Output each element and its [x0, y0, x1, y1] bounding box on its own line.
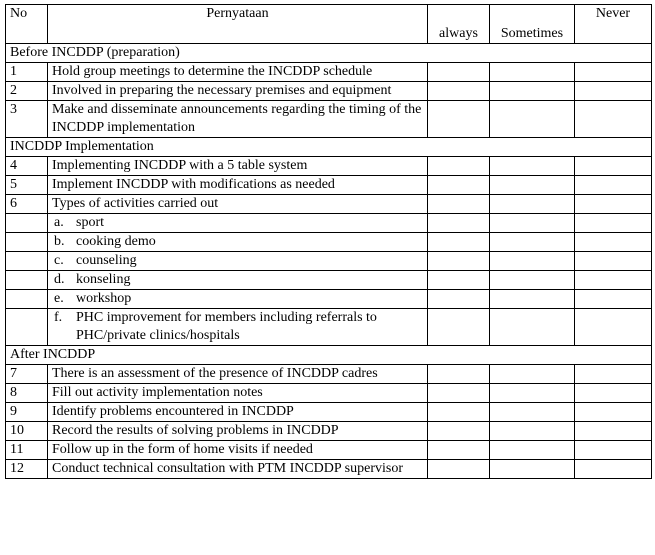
- section-row: [6, 44, 652, 63]
- questionnaire-table: [5, 4, 652, 479]
- table-row: [6, 441, 652, 460]
- always-cell[interactable]: [428, 422, 490, 441]
- table-row: [6, 63, 652, 82]
- table-row: [6, 157, 652, 176]
- sub-row: [6, 233, 652, 252]
- row-number: 2: [6, 82, 48, 101]
- section-title: Before INCDDP (preparation): [6, 44, 652, 63]
- table-row: [6, 82, 652, 101]
- sometimes-cell[interactable]: [490, 384, 575, 403]
- never-cell[interactable]: [575, 157, 652, 176]
- sub-row: [6, 252, 652, 271]
- always-cell[interactable]: [428, 252, 490, 271]
- always-cell[interactable]: [428, 365, 490, 384]
- table-row: [6, 403, 652, 422]
- row-number: 10: [6, 422, 48, 441]
- always-cell[interactable]: [428, 309, 490, 346]
- never-cell[interactable]: [575, 441, 652, 460]
- sub-statement: [48, 214, 428, 233]
- row-number: 12: [6, 460, 48, 479]
- sub-text: PHC improvement for members including referrals to PHC/private clinics/hospitals: [76, 310, 377, 343]
- row-number: 6: [6, 195, 48, 214]
- header-no: No: [6, 5, 48, 44]
- empty-number-cell: [6, 271, 48, 290]
- sometimes-cell[interactable]: [490, 441, 575, 460]
- sub-statement: [48, 252, 428, 271]
- sub-text: konseling: [76, 272, 131, 287]
- empty-number-cell: [6, 233, 48, 252]
- sometimes-cell[interactable]: [490, 195, 575, 214]
- row-number: 7: [6, 365, 48, 384]
- always-cell[interactable]: [428, 271, 490, 290]
- section-title: INCDDP Implementation: [6, 138, 652, 157]
- header-statement: Pernyataan: [48, 5, 428, 44]
- row-statement: Hold group meetings to determine the INCDDP schedule: [48, 63, 428, 82]
- sub-statement: [48, 271, 428, 290]
- table-row: [6, 384, 652, 403]
- sub-letter: d.: [54, 272, 65, 287]
- never-cell[interactable]: [575, 365, 652, 384]
- never-cell[interactable]: [575, 252, 652, 271]
- empty-number-cell: [6, 309, 48, 346]
- sub-statement: [48, 233, 428, 252]
- section-row: [6, 138, 652, 157]
- never-cell[interactable]: [575, 460, 652, 479]
- never-cell[interactable]: [575, 309, 652, 346]
- row-statement: Identify problems encountered in INCDDP: [48, 403, 428, 422]
- sometimes-cell[interactable]: [490, 101, 575, 138]
- row-statement: Implementing INCDDP with a 5 table system: [48, 157, 428, 176]
- never-cell[interactable]: [575, 271, 652, 290]
- never-cell[interactable]: [575, 384, 652, 403]
- never-cell[interactable]: [575, 290, 652, 309]
- row-number: 3: [6, 101, 48, 138]
- sub-row: [6, 214, 652, 233]
- never-cell[interactable]: [575, 403, 652, 422]
- never-cell[interactable]: [575, 82, 652, 101]
- table-row: [6, 176, 652, 195]
- always-cell[interactable]: [428, 290, 490, 309]
- sometimes-cell[interactable]: [490, 403, 575, 422]
- always-cell[interactable]: [428, 441, 490, 460]
- row-statement: Types of activities carried out: [48, 195, 428, 214]
- table-row: [6, 101, 652, 138]
- sometimes-cell[interactable]: [490, 252, 575, 271]
- table-row: [6, 365, 652, 384]
- sub-statement: [48, 309, 428, 346]
- header-never: Never: [575, 5, 652, 44]
- never-cell[interactable]: [575, 233, 652, 252]
- sub-letter: e.: [54, 291, 64, 306]
- sub-text: sport: [76, 215, 104, 230]
- always-cell[interactable]: [428, 63, 490, 82]
- always-cell[interactable]: [428, 157, 490, 176]
- table-row: [6, 422, 652, 441]
- always-cell[interactable]: [428, 233, 490, 252]
- sometimes-cell[interactable]: [490, 271, 575, 290]
- row-statement: Follow up in the form of home visits if needed: [48, 441, 428, 460]
- row-statement: Conduct technical consultation with PTM INCDDP supervisor: [48, 460, 428, 479]
- sub-row: [6, 271, 652, 290]
- empty-number-cell: [6, 252, 48, 271]
- row-statement: Make and disseminate announcements regarding the timing of the INCDDP implementation: [48, 101, 428, 138]
- empty-number-cell: [6, 214, 48, 233]
- always-cell[interactable]: [428, 214, 490, 233]
- row-number: 1: [6, 63, 48, 82]
- header-row: [6, 5, 652, 44]
- sometimes-cell[interactable]: [490, 365, 575, 384]
- sub-row: [6, 290, 652, 309]
- sub-letter: b.: [54, 234, 65, 249]
- section-title: After INCDDP: [6, 346, 652, 365]
- row-number: 4: [6, 157, 48, 176]
- table-row: [6, 460, 652, 479]
- never-cell[interactable]: [575, 176, 652, 195]
- sub-statement: [48, 290, 428, 309]
- sub-text: cooking demo: [76, 234, 156, 249]
- never-cell[interactable]: [575, 63, 652, 82]
- sometimes-cell[interactable]: [490, 460, 575, 479]
- always-cell[interactable]: [428, 176, 490, 195]
- row-number: 5: [6, 176, 48, 195]
- sub-letter: c.: [54, 253, 64, 268]
- sometimes-cell[interactable]: [490, 233, 575, 252]
- sometimes-cell[interactable]: [490, 309, 575, 346]
- section-row: [6, 346, 652, 365]
- sometimes-cell[interactable]: [490, 214, 575, 233]
- sub-letter: a.: [54, 215, 64, 230]
- row-number: 11: [6, 441, 48, 460]
- always-cell[interactable]: [428, 195, 490, 214]
- sometimes-cell[interactable]: [490, 176, 575, 195]
- row-number: 9: [6, 403, 48, 422]
- never-cell[interactable]: [575, 214, 652, 233]
- always-cell[interactable]: [428, 460, 490, 479]
- empty-number-cell: [6, 290, 48, 309]
- sometimes-cell[interactable]: [490, 63, 575, 82]
- row-statement: There is an assessment of the presence of INCDDP cadres: [48, 365, 428, 384]
- row-statement: Implement INCDDP with modifications as needed: [48, 176, 428, 195]
- row-statement: Record the results of solving problems in INCDDP: [48, 422, 428, 441]
- sub-text: counseling: [76, 253, 137, 268]
- sometimes-cell[interactable]: [490, 157, 575, 176]
- table-row: [6, 195, 652, 214]
- always-cell[interactable]: [428, 384, 490, 403]
- header-sometimes: Sometimes: [490, 5, 575, 44]
- always-cell[interactable]: [428, 82, 490, 101]
- row-number: 8: [6, 384, 48, 403]
- sub-row: [6, 309, 652, 346]
- always-cell[interactable]: [428, 403, 490, 422]
- row-statement: Involved in preparing the necessary premises and equipment: [48, 82, 428, 101]
- row-statement: Fill out activity implementation notes: [48, 384, 428, 403]
- sub-text: workshop: [76, 291, 132, 306]
- header-always: always: [428, 5, 490, 44]
- never-cell[interactable]: [575, 195, 652, 214]
- sometimes-cell[interactable]: [490, 82, 575, 101]
- sometimes-cell[interactable]: [490, 422, 575, 441]
- never-cell[interactable]: [575, 101, 652, 138]
- never-cell[interactable]: [575, 422, 652, 441]
- always-cell[interactable]: [428, 101, 490, 138]
- sub-letter: f.: [54, 310, 63, 325]
- sometimes-cell[interactable]: [490, 290, 575, 309]
